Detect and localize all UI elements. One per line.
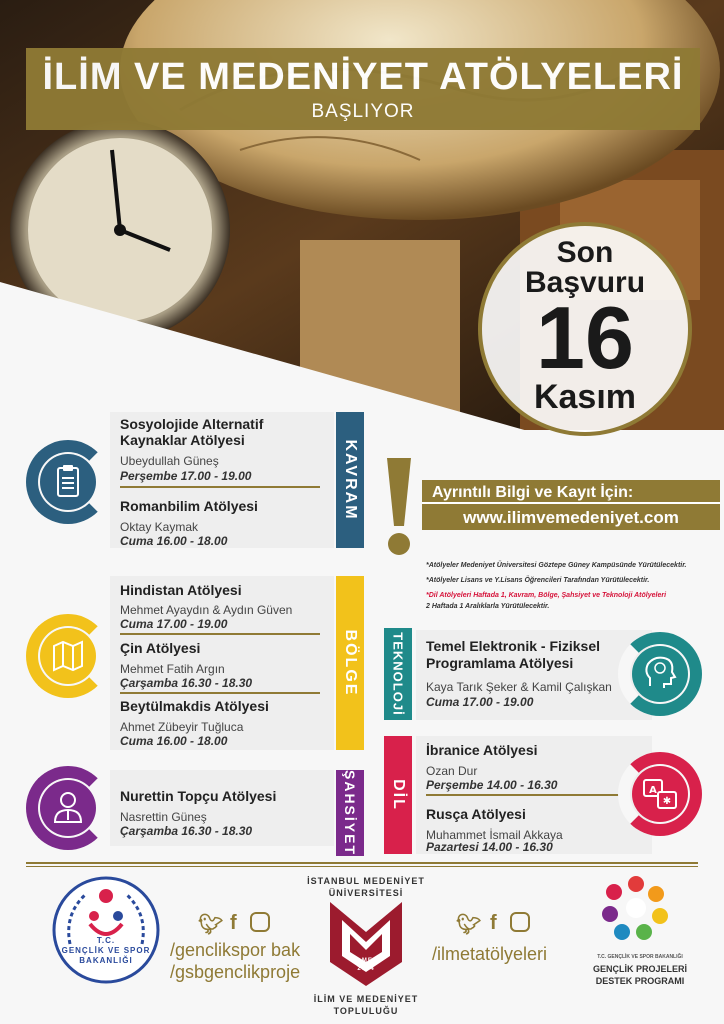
tab-bolge (336, 576, 364, 750)
info-heading: Ayrıntılı Bilgi ve Kayıt İçin: (422, 480, 720, 506)
note-2: *Atölyeler Lisans ve Y.Lisans Öğrencileri Tarafından Yürütülecektir. (426, 577, 650, 584)
twitter-icon[interactable]: 🐦︎ (198, 914, 224, 936)
divider (120, 486, 320, 488)
ministry-logo-line1: T.C. (96, 936, 116, 945)
title-banner (26, 48, 700, 130)
community-name-2: TOPLULUĞU (333, 1006, 399, 1016)
tab-sahsiyet (336, 770, 364, 856)
tab-label: DİL (390, 779, 407, 811)
workshop-title: Romanbilim Atölyesi (120, 498, 258, 514)
bolge-icon-disc (40, 628, 96, 684)
social-handle[interactable]: /gsbgenclikproje (170, 962, 301, 982)
divider (426, 794, 626, 796)
ministry-logo-line3: BAKANLIĞI (79, 956, 133, 965)
social-handle[interactable]: /genclikspor bak (170, 940, 301, 960)
clipboard-icon (40, 454, 96, 510)
workshop-instructor: Mehmet Fatih Argın (120, 662, 225, 676)
workshop-title-line2: Kaynaklar Atölyesi (120, 432, 245, 448)
page-subtitle: BAŞLIYOR (311, 101, 415, 122)
deadline-day: 16 (536, 288, 634, 387)
dil-card (416, 736, 652, 854)
tab-dil (384, 736, 412, 854)
university-name-2: ÜNİVERSİTESİ (328, 888, 404, 898)
youth-logo-line3: DESTEK PROGRAMI (595, 976, 685, 986)
brain-head-icon (632, 646, 688, 702)
youth-logo-line1: T.C. GENÇLİK VE SPOR BAKANLIĞI (597, 954, 683, 960)
divider (120, 692, 320, 694)
workshop-title: Rusça Atölyesi (426, 806, 526, 822)
svg-text:✱: ✱ (662, 796, 672, 807)
sahsiyet-icon-disc (40, 780, 96, 836)
youth-projects-logo (600, 872, 672, 944)
sahsiyet-card (110, 770, 334, 846)
notes (426, 560, 716, 612)
footer-divider (26, 862, 698, 864)
note-3-black: 2 Haftada 1 Aralıklarla Yürütülecektir. (426, 603, 550, 610)
workshop-instructor: Nasrettin Güneş (120, 810, 207, 824)
person-icon (40, 780, 96, 836)
kavram-card (110, 412, 334, 548)
workshop-instructor: Ubeydullah Güneş (120, 454, 219, 468)
workshop-instructor: Oktay Kaymak (120, 520, 199, 534)
workshop-instructor: Ozan Dur (426, 764, 478, 778)
workshop-title: Sosyolojide Alternatif (120, 416, 264, 432)
university-name-1: İSTANBUL MEDENİYET (307, 876, 425, 886)
kavram-icon-disc (40, 454, 96, 510)
facebook-icon[interactable]: f (230, 912, 237, 934)
facebook-icon[interactable]: f (490, 912, 497, 934)
ilmet-logo-text: İLMET (354, 958, 378, 964)
website-link[interactable]: www.ilimvemedeniyet.com (422, 502, 720, 530)
workshop-title-line2: Programlama Atölyesi (426, 655, 574, 671)
workshop-time: Perşembe 14.00 - 16.30 (426, 778, 558, 792)
workshop-time: Cuma 17.00 - 19.00 (120, 617, 228, 631)
deadline-line1: Son (556, 236, 614, 269)
ministry-logo (50, 874, 162, 986)
workshop-time: Çarşamba 16.30 - 18.30 (120, 824, 253, 838)
deadline-month: Kasım (533, 378, 637, 416)
social-handle[interactable]: /ilmetatölyeleri (432, 944, 548, 964)
tab-kavram (336, 412, 364, 548)
workshop-instructor: Kaya Tarık Şeker & Kamil Çalışkan (426, 680, 612, 694)
tab-label: BÖLGE (342, 629, 359, 697)
instagram-icon[interactable] (250, 912, 270, 932)
ilmet-logo-year: 2014 (357, 966, 375, 972)
teknoloji-icon-disc (632, 646, 688, 702)
note-1: *Atölyeler Medeniyet Üniversitesi Göztepe Güney Kampüsünde Yürütülecektir. (426, 562, 687, 569)
twitter-icon[interactable]: 🐦︎ (456, 914, 482, 936)
workshop-time: Cuma 16.00 - 18.00 (120, 534, 228, 548)
page-title: İLİM VE MEDENİYET ATÖLYELERİ (42, 56, 684, 98)
workshop-instructor: Ahmet Zübeyir Tuğluca (120, 720, 244, 734)
divider (120, 633, 320, 635)
workshop-time: Çarşamba 16.30 - 18.30 (120, 676, 253, 690)
deadline-badge (478, 222, 692, 436)
workshop-title: Temel Elektronik - Fiziksel (426, 638, 601, 654)
deadline-line2: Başvuru (524, 266, 646, 299)
youth-logo-line2: GENÇLİK PROJELERİ (592, 964, 687, 974)
workshop-instructor: Mehmet Ayaydın & Aydın Güven (120, 603, 293, 617)
tab-label: ŞAHSİYET (342, 769, 358, 857)
workshop-time: Perşembe 17.00 - 19.00 (120, 469, 252, 483)
map-icon (40, 628, 96, 684)
tab-teknoloji (384, 628, 412, 720)
instagram-icon[interactable] (510, 912, 530, 932)
community-name-1: İLİM VE MEDENİYET (313, 994, 419, 1004)
workshop-instructor: Muhammet İsmail Akkaya (426, 828, 563, 842)
workshop-title: Beytülmakdis Atölyesi (120, 698, 269, 714)
workshop-time: Pazartesi 14.00 - 16.30 (426, 840, 553, 854)
tab-label: TEKNOLOJİ (390, 632, 406, 716)
ilmet-logo (326, 902, 406, 986)
bolge-card (110, 576, 334, 750)
translate-icon (632, 766, 688, 822)
workshop-time: Cuma 17.00 - 19.00 (426, 695, 534, 709)
workshop-title: Çin Atölyesi (120, 640, 201, 656)
workshop-title: Nurettin Topçu Atölyesi (120, 788, 277, 804)
ministry-logo-line2: GENÇLİK VE SPOR (61, 946, 151, 955)
note-3-red: *Dil Atölyeleri Haftada 1, Kavram, Bölge, Şahsiyet ve Teknoloji Atölyeleri (426, 592, 667, 599)
footer-divider-thin (26, 866, 698, 867)
teknoloji-card (416, 630, 652, 720)
exclamation-icon (382, 458, 416, 558)
workshop-time: Cuma 16.00 - 18.00 (120, 734, 228, 748)
svg-text:A: A (649, 785, 657, 796)
dil-icon-disc (632, 766, 688, 822)
workshop-title: Hindistan Atölyesi (120, 582, 242, 598)
workshop-title: İbranice Atölyesi (426, 742, 538, 758)
tab-label: KAVRAM (342, 439, 359, 521)
